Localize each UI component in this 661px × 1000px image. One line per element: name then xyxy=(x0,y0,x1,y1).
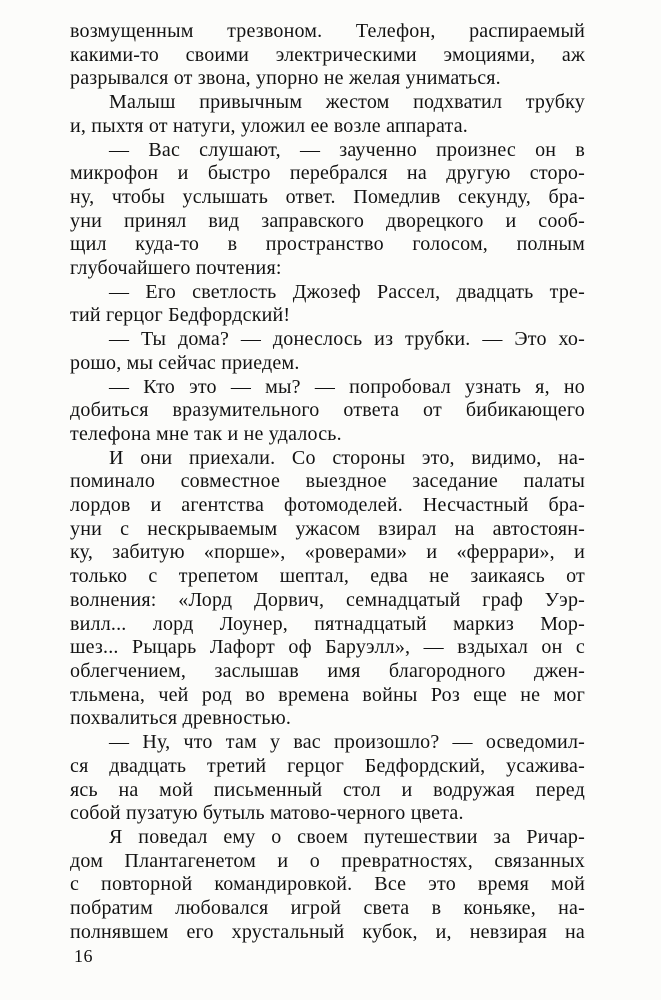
text-line: щил куда-то в пространство голосом, полным xyxy=(70,233,585,256)
text-line: побратим любовался игрой света в коньяке, на- xyxy=(70,897,585,920)
text-line: ся двадцать третий герцог Бедфордский, усажива- xyxy=(70,754,585,777)
paragraph xyxy=(70,826,585,945)
page-number: 16 xyxy=(74,946,93,966)
text-line: и, пыхтя от натуги, уложил ее возле аппарата. xyxy=(70,114,468,137)
text-line: — Вас слушают, — заученно произнес он в xyxy=(109,138,585,161)
text-line: похвалиться древностью. xyxy=(70,707,292,730)
text-line: рошо, мы сейчас приедем. xyxy=(70,351,300,374)
text-line: только с трепетом шептал, едва не заикаясь от xyxy=(70,565,585,588)
text-line: волнения: «Лорд Дорвич, семнадцатый граф Уэр- xyxy=(70,588,585,611)
text-line: уни принял вид заправского дворецкого и сооб- xyxy=(70,209,585,232)
text-line: тий герцог Бедфордский! xyxy=(70,304,291,327)
text-line: какими-то своими электрическими эмоциями, аж xyxy=(70,43,585,66)
paragraph xyxy=(70,731,585,826)
text-line: шез... Рыцарь Лафорт оф Баруэлл», — вздыхал он с xyxy=(70,636,585,659)
text-line: И они приехали. Со стороны это, видимо, на- xyxy=(109,446,585,469)
paragraph xyxy=(70,376,585,447)
text-line: полнявшем его хрустальный кубок, и, невзирая на xyxy=(70,920,585,943)
text-line: микрофон и быстро перебрался на другую сторо- xyxy=(70,162,585,185)
text-line: — Кто это — мы? — попробовал узнать я, но xyxy=(109,375,585,398)
text-line: — Его светлость Джозеф Рассел, двадцать тре- xyxy=(109,280,585,303)
text-line: собой пузатую бутыль матово-черного цвета. xyxy=(70,802,464,825)
text-line: лордов и агентства фотомоделей. Несчастный бра- xyxy=(70,494,585,517)
text-line: вилл... лорд Лоунер, пятнадцатый маркиз Мор- xyxy=(70,612,585,635)
paragraph xyxy=(70,20,585,91)
text-line: — Ну, что там у вас произошло? — осведомил- xyxy=(109,731,585,754)
text-line: с повторной командировкой. Все это время мой xyxy=(70,873,585,896)
paragraph xyxy=(70,281,585,328)
text-line: Малыш привычным жестом подхватил трубку xyxy=(109,91,585,114)
text-line: добиться вразумительного ответа от бибикающего xyxy=(70,399,585,422)
text-block xyxy=(70,20,585,944)
text-line: возмущенным трезвоном. Телефон, распираемый xyxy=(70,20,585,42)
text-line: ну, чтобы услышать ответ. Помедлив секунду, бра- xyxy=(70,185,585,208)
text-line: уни с нескрываемым ужасом взирал на автостоян- xyxy=(70,517,585,540)
text-line: дом Плантагенетом и о превратностях, связанных xyxy=(70,849,585,872)
text-line: глубочайшего почтения: xyxy=(70,257,282,280)
paragraph xyxy=(70,91,585,138)
text-line: тльмена, чей род во времена войны Роз еще не мог xyxy=(70,683,585,706)
text-line: ку, забитую «порше», «роверами» и «феррари», и xyxy=(70,541,585,564)
text-line: Я поведал ему о своем путешествии за Ричар- xyxy=(109,825,585,848)
text-line: телефона мне так и не удалось. xyxy=(70,422,342,445)
paragraph xyxy=(70,139,585,281)
paragraph xyxy=(70,328,585,375)
text-line: — Ты дома? — донеслось из трубки. — Это хо- xyxy=(109,328,585,351)
text-line: поминало совместное выездное заседание палаты xyxy=(70,470,585,493)
text-line: ясь на мой письменный стол и водружая перед xyxy=(70,778,585,801)
paragraph xyxy=(70,447,585,731)
text-line: разрывался от звона, упорно не желая униматься. xyxy=(70,67,501,90)
text-line: облегчением, заслышав имя благородного джен- xyxy=(70,659,585,682)
